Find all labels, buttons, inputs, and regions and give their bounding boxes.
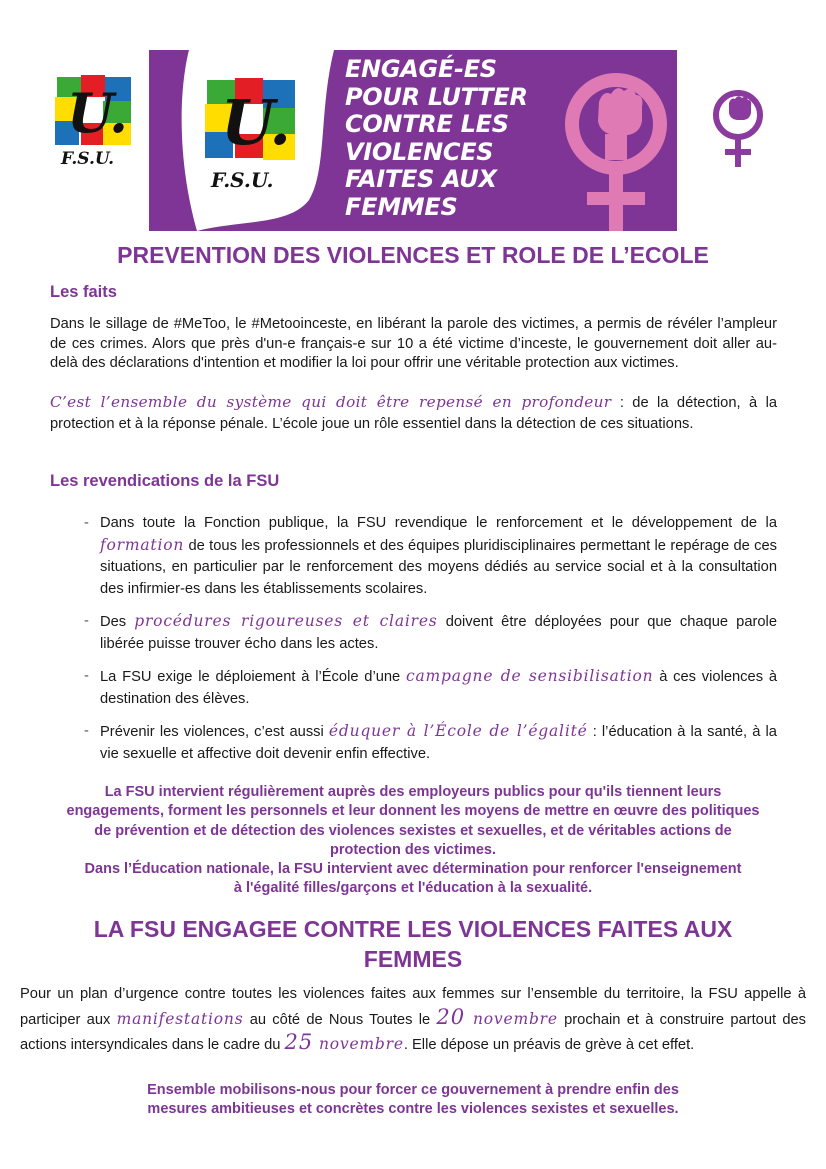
- list-item: [84, 611, 777, 655]
- section-title-prevention: PREVENTION DES VIOLENCES ET ROLE DE L’ECOLE: [117, 242, 709, 268]
- facts-text: Dans le sillage de #MeToo, le #Metooinceste, en libérant la parole des victimes, a permis de révéler l’ampleur de ces crimes. Alors que près d'un-e français-e sur 10 a été victime d’inceste, le gouvernement doit aller au-delà des déclarations d'intention et modifier la loi pour offrir une véritable protection aux victimes.: [50, 316, 777, 372]
- date-month-highlight: novembre: [313, 1035, 404, 1053]
- system-rest: : de la détection, à la protection et à la réponse pénale. L’école joue un rôle essentiel dans la détection de ces situations.: [50, 395, 778, 432]
- mobilisation-text: au côté de Nous Toutes le: [243, 1011, 437, 1028]
- date-month-highlight: novembre: [465, 1009, 558, 1028]
- section-title-engagement: LA FSU ENGAGEE CONTRE LES VIOLENCES FAITES AUX FEMMES: [93, 916, 733, 972]
- demand-text: Dans toute la Fonction publique, la FSU revendique le renforcement et le développement de la: [100, 515, 777, 531]
- demand-text: Des: [100, 614, 135, 630]
- campaign-banner: [149, 50, 677, 231]
- mobilisation-paragraph: [20, 983, 806, 1057]
- logo-caption: F.S.U.: [61, 149, 115, 169]
- callout-employers: La FSU intervient régulièrement auprès des employeurs publics pour qu'ils tiennent leurs engagements, forment les personnels et leur donnent les moyens de mettre en œuvre des politiques de prévention et de détection des violences sexistes et sexuelles, et de véritables actions de protection des victimes.: [66, 784, 760, 858]
- mobilisation-text: prochain et à construire partout des actions intersyndicales dans le cadre du: [20, 1011, 807, 1053]
- demand-text: La FSU exige le déploiement à l’École d’une: [100, 669, 407, 685]
- closing-callout: Ensemble mobilisons-nous pour forcer ce gouvernement à prendre enfin des mesures ambitieuses et concrètes contre les violences sexistes et sexuelles.: [147, 1082, 679, 1118]
- demand-text: doivent être déployées pour que chaque parole libérée puisse trouver écho dans les actes.: [100, 614, 777, 652]
- system-highlight: C’est l’ensemble du système qui doit être repensé en profondeur: [50, 393, 612, 411]
- fsu-callout: [40, 783, 786, 899]
- banner-line: FAITES AUX: [345, 165, 497, 193]
- banner-fsu-logo: [205, 78, 297, 231]
- demand-highlight: procédures rigoureuses et claires: [134, 612, 438, 630]
- facts-heading: Les faits: [50, 283, 117, 301]
- banner-logo-caption: F.S.U.: [211, 168, 274, 192]
- system-paragraph: [50, 392, 777, 434]
- fsu-logo: [55, 75, 133, 173]
- list-item: [84, 666, 777, 710]
- list-item: [84, 721, 777, 765]
- banner-line: ENGAGÉ-ES: [345, 55, 497, 83]
- demand-text: Prévenir les violences, c’est aussi: [100, 724, 329, 740]
- bullet-dash: -: [84, 668, 89, 684]
- demands-list: [84, 513, 777, 776]
- mobilisation-text: Pour un plan d’urgence contre toutes les violences faites aux femmes sur l’ensemble du territoire, la FSU appelle à participer aux: [20, 986, 806, 1028]
- demand-text: à ces violences à destination des élèves.: [100, 669, 778, 707]
- bullet-dash: -: [84, 515, 89, 531]
- banner-line: CONTRE LES: [345, 110, 509, 138]
- demand-highlight: campagne de sensibilisation: [406, 667, 654, 685]
- venus-fist-icon: [561, 62, 671, 231]
- banner-line: FEMMES: [345, 192, 458, 221]
- demand-highlight: formation: [100, 535, 185, 554]
- manifestations-highlight: manifestations: [116, 1009, 244, 1028]
- banner-slogan: [345, 56, 555, 221]
- venus-fist-small-icon: [707, 85, 769, 167]
- bullet-dash: -: [84, 723, 89, 739]
- demand-text: : l’éducation à la santé, à la vie sexuelle et affective doit devenir enfin effective.: [100, 724, 777, 762]
- list-item: [84, 513, 777, 600]
- logo-letter: U.: [67, 81, 128, 145]
- date-25-highlight: 25: [284, 1030, 314, 1054]
- facts-paragraph: [50, 315, 777, 374]
- bullet-dash: -: [84, 613, 89, 629]
- demand-text: de tous les professionnels et des équipes pluridisciplinaires permettant le repérage de ces situations, en particulier par le renforcement des moyens dédiés au service social et à la consultation des infirmier-es dans les établissements scolaires.: [100, 537, 777, 597]
- demands-heading: Les revendications de la FSU: [50, 472, 280, 490]
- mobilisation-text: . Elle dépose un préavis de grève à cet effet.: [403, 1037, 695, 1053]
- banner-line: POUR LUTTER: [345, 82, 528, 111]
- demand-highlight: éduquer à l’École de l’égalité: [328, 722, 588, 740]
- date-20-highlight: 20: [436, 1004, 466, 1029]
- banner-line: VIOLENCES: [345, 137, 494, 166]
- banner-logo-letter: U.: [221, 86, 291, 159]
- callout-education: Dans l’Éducation nationale, la FSU intervient avec détermination pour renforcer l'enseignement à l'égalité filles/garçons et l'éducation à la sexualité.: [84, 861, 742, 897]
